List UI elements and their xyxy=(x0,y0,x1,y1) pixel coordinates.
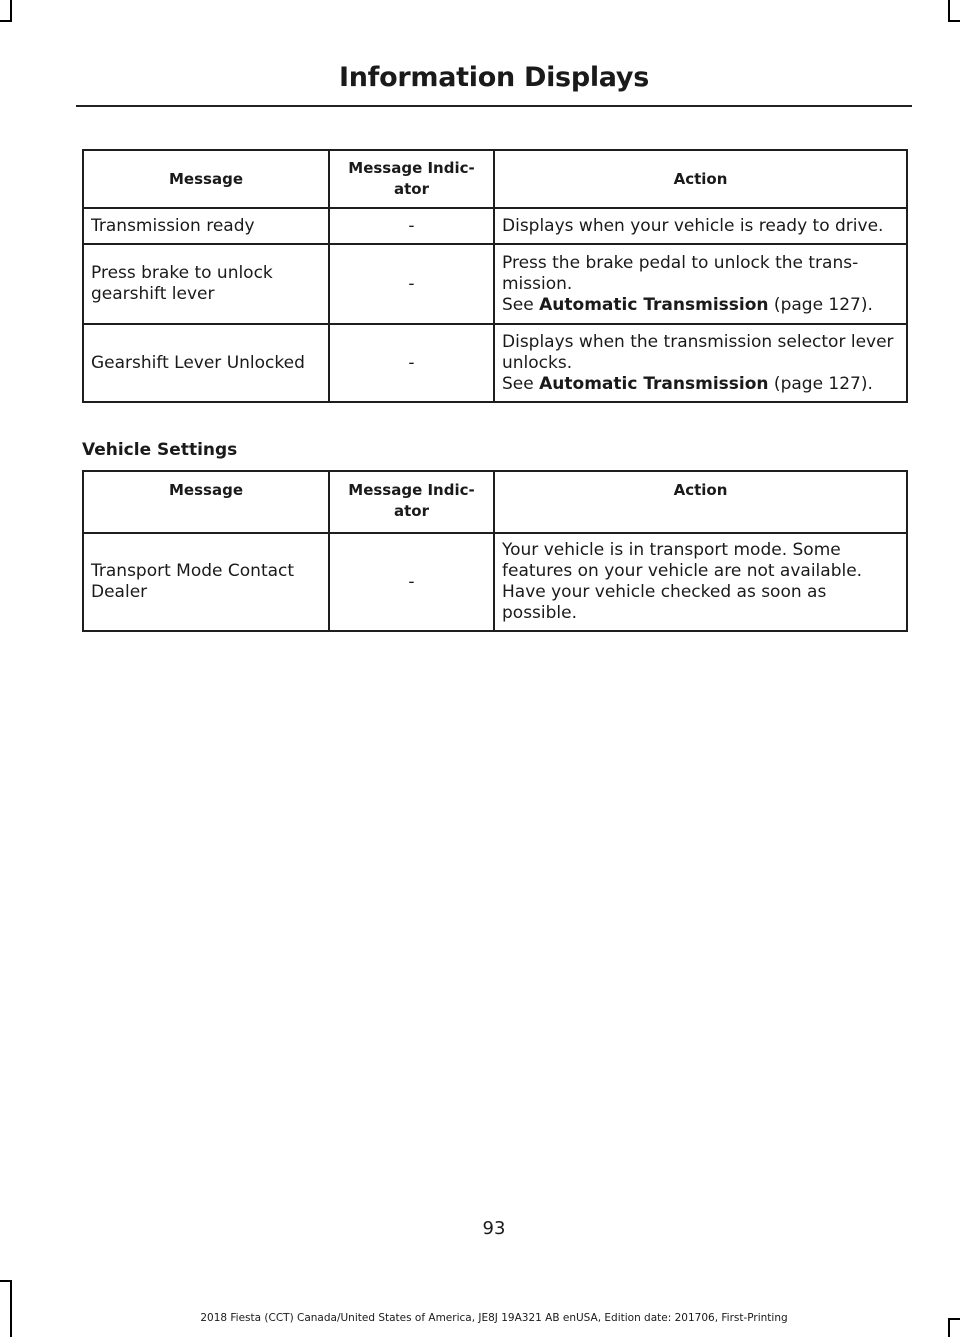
message-cell: Gearshift Lever Unlocked xyxy=(83,324,329,402)
xref-link[interactable]: Automatic Transmission xyxy=(539,373,769,394)
section-heading: Vehicle Settings xyxy=(82,440,238,460)
indicator-cell: - xyxy=(329,208,494,244)
table-header-row xyxy=(83,150,907,208)
table-row xyxy=(83,324,907,402)
messages-table xyxy=(82,149,908,403)
table-header-row xyxy=(83,471,907,533)
action-cell: Your vehicle is in transport mode. Some features on your vehicle are not available. Have your vehicle checked as soon as possible. xyxy=(494,533,907,631)
message-cell: Transmission ready xyxy=(83,208,329,244)
crop-mark xyxy=(948,0,950,20)
action-cell xyxy=(494,324,907,402)
page-ref: (page 127). xyxy=(768,373,873,394)
action-text: Displays when the transmission selector lever unlocks. xyxy=(502,331,894,373)
crop-mark xyxy=(10,0,12,20)
column-header-indicator: Message Indic- ator xyxy=(329,471,494,533)
action-cell xyxy=(494,244,907,324)
footer-text: 2018 Fiesta (CCT) Canada/United States of America, JE8J 19A321 AB enUSA, Edition date: 201706, First-Printing xyxy=(200,1312,788,1324)
column-header-indicator: Message Indic- ator xyxy=(329,150,494,208)
crop-mark xyxy=(948,20,960,22)
action-cell: Displays when your vehicle is ready to drive. xyxy=(494,208,907,244)
indicator-cell: - xyxy=(329,324,494,402)
see-label: See xyxy=(502,294,540,315)
indicator-cell: - xyxy=(329,244,494,324)
crop-mark xyxy=(0,1280,12,1282)
page-title: Information Displays xyxy=(339,62,649,93)
table-row xyxy=(83,244,907,324)
crop-mark xyxy=(0,20,12,22)
column-header-message: Message xyxy=(83,471,329,533)
table-row xyxy=(83,208,907,244)
cross-reference[interactable] xyxy=(502,374,899,395)
see-label: See xyxy=(502,373,540,394)
page-number: 93 xyxy=(482,1218,506,1239)
action-text: Press the brake pedal to unlock the trans- mission. xyxy=(502,252,859,294)
table-row xyxy=(83,533,907,631)
message-cell: Transport Mode Contact Dealer xyxy=(83,533,329,631)
column-header-action: Action xyxy=(494,471,907,533)
xref-link[interactable]: Automatic Transmission xyxy=(539,294,769,315)
column-header-message: Message xyxy=(83,150,329,208)
cross-reference[interactable] xyxy=(502,295,899,316)
page-ref: (page 127). xyxy=(768,294,873,315)
crop-mark xyxy=(10,1280,12,1337)
column-header-action: Action xyxy=(494,150,907,208)
message-cell: Press brake to unlock gearshift lever xyxy=(83,244,329,324)
indicator-cell: - xyxy=(329,533,494,631)
header-divider xyxy=(76,105,912,107)
vehicle-settings-table xyxy=(82,470,908,632)
